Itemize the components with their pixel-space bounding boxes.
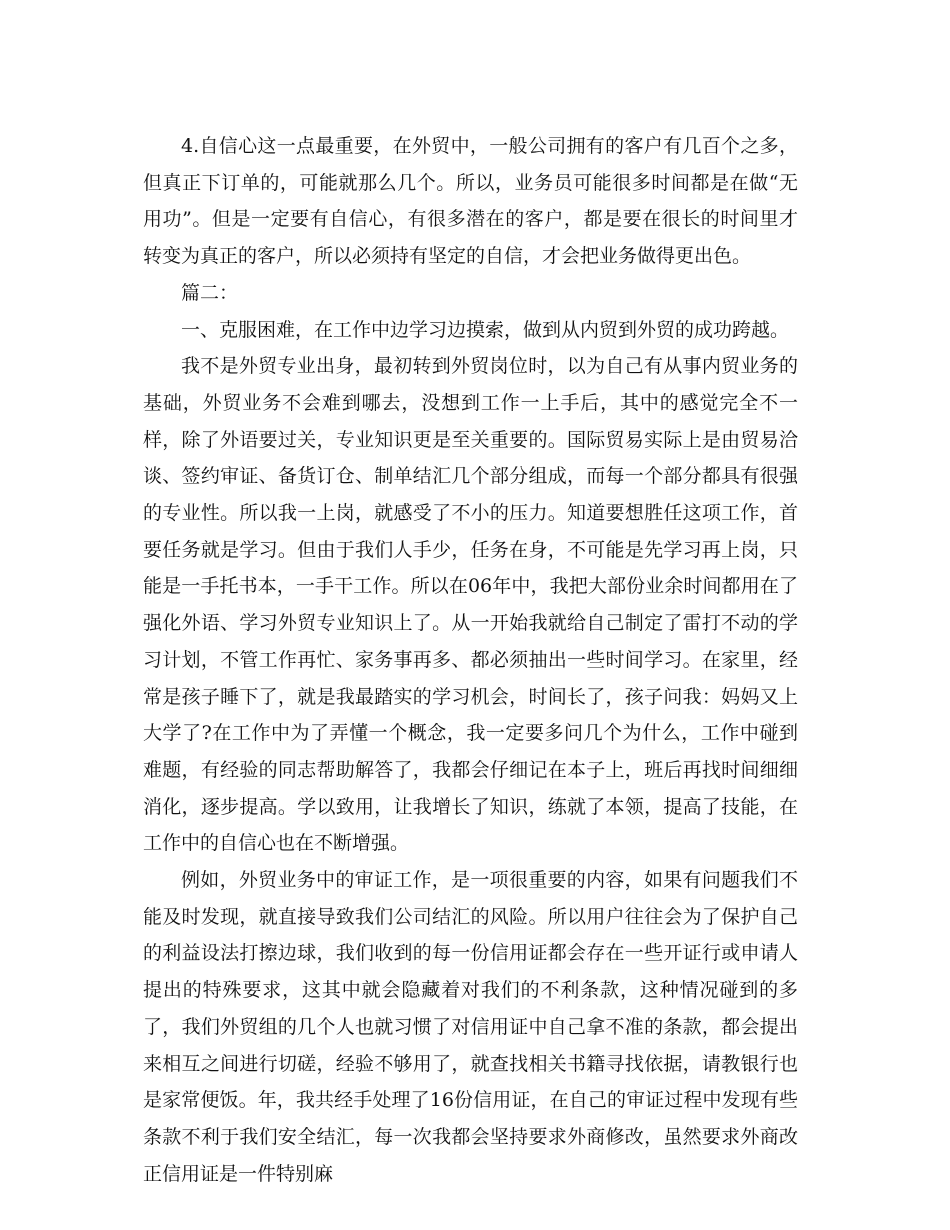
- document-body: [143, 128, 798, 1192]
- paragraph-letter-of-credit-example: 例如，外贸业务中的审证工作，是一项很重要的内容，如果有问题我们不能及时发现，就直接导致我们公司结汇的风险。所以用户往往会为了保护自己的利益设法打擦边球，我们收到的每一份信用证都会存在一些开证行或申请人提出的特殊要求，这其中就会隐藏着对我们的不利条款，这种情况碰到的多了，我们外贸组的几个人也就习惯了对信用证中自己拿不准的条款，都会提出来相互之间进行切磋，经验不够用了，就查找相关书籍寻找依据，请教银行也是家常便饭。年，我共经手处理了16份信用证，在自己的审证过程中发现有些条款不利于我们安全结汇，每一次我都会坚持要求外商修改，虽然要求外商改正信用证是一件特别麻: [143, 869, 798, 1185]
- paragraph-learning-experience: 我不是外贸专业出身，最初转到外贸岗位时，以为自己有从事内贸业务的基础，外贸业务不会难到哪去，没想到工作一上手后，其中的感觉完全不一样，除了外语要过关，专业知识更是至关重要的。国际贸易实际上是由贸易洽谈、签约审证、备货订仓、制单结汇几个部分组成，而每一个部分都具有很强的专业性。所以我一上岗，就感受了不小的压力。知道要想胜任这项工作，首要任务就是学习。但由于我们人手少，任务在身，不可能是先学习再上岗，只能是一手托书本，一手干工作。所以在06年中，我把大部份业余时间都用在了强化外语、学习外贸专业知识上了。从一开始我就给自己制定了雷打不动的学习计划，不管工作再忙、家务事再多、都必须抽出一些时间学习。在家里，经常是孩子睡下了，就是我最踏实的学习机会，时间长了，孩子问我：妈妈又上大学了?在工作中为了弄懂一个概念，我一定要多问几个为什么，工作中碰到难题，有经验的同志帮助解答了，我都会仔细记在本子上，班后再找时间细细消化，逐步提高。学以致用，让我增长了知识，练就了本领，提高了技能，在工作中的自信心也在不断增强。: [143, 355, 798, 855]
- section-heading-part-two: 篇二：: [181, 281, 239, 304]
- subheading-overcome-difficulties: 一、克服困难，在工作中边学习边摸索，做到从内贸到外贸的成功跨越。: [181, 318, 790, 341]
- paragraph-self-confidence: 4.自信心这一点最重要，在外贸中，一般公司拥有的客户有几百个之多，但真正下订单的，可能就那么几个。所以，业务员可能很多时间都是在做“无用功”。但是一定要有自信心，有很多潜在的客户，都是要在很长的时间里才转变为真正的客户，所以必须持有坚定的自信，才会把业务做得更出色。: [143, 135, 798, 268]
